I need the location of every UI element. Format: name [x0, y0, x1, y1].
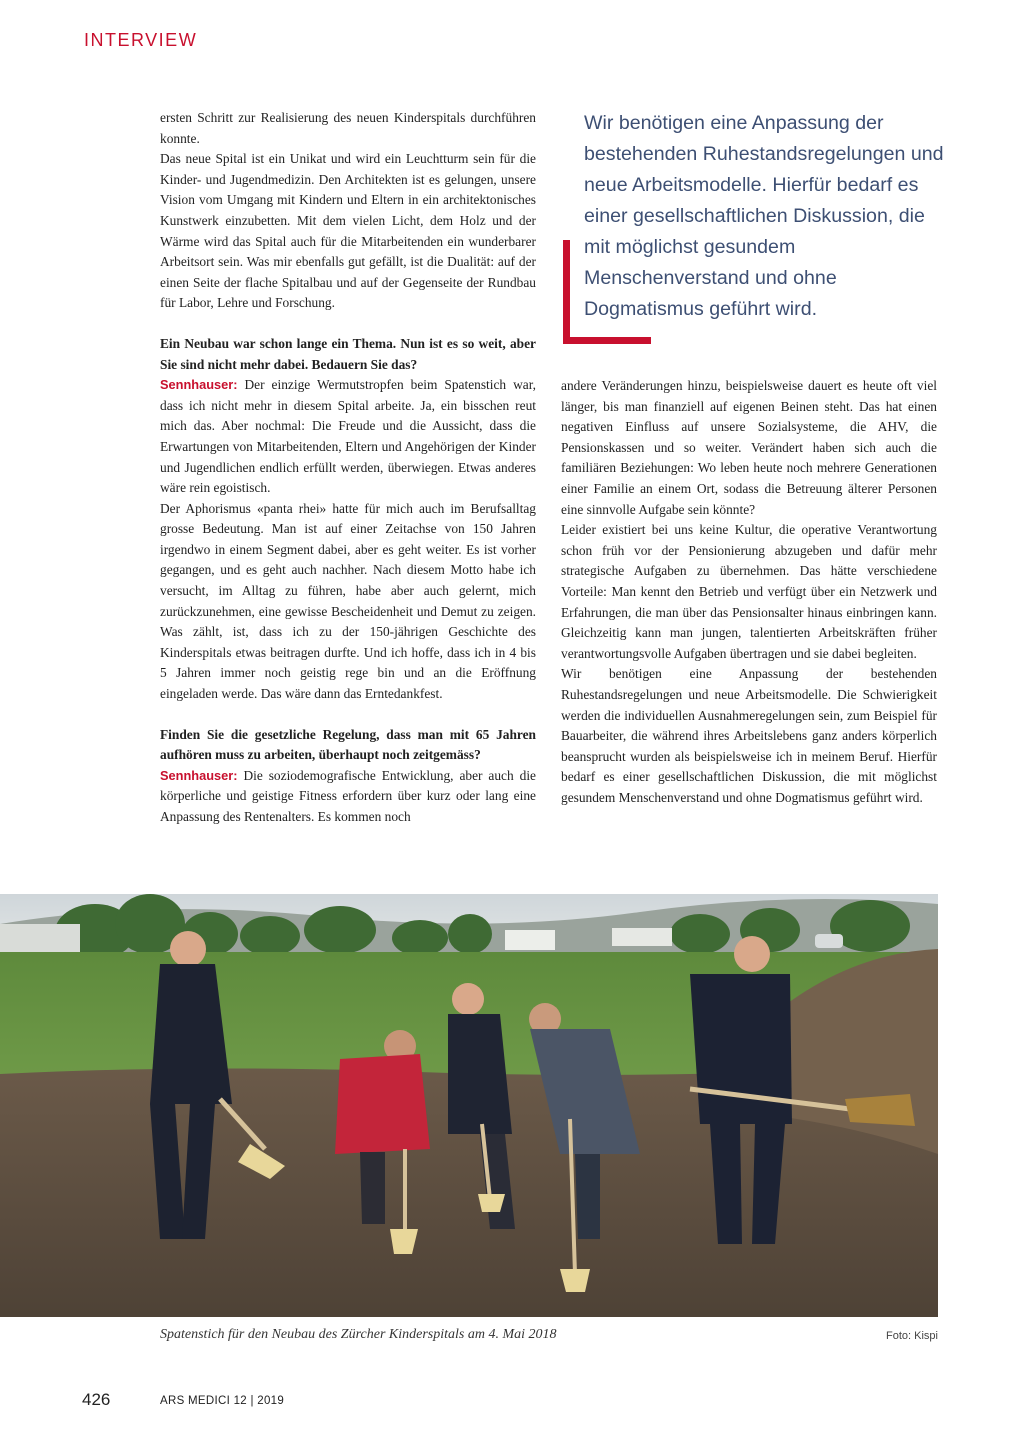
- pull-quote: Wir benötigen eine Anpassung der bestehenden Ruhestandsregelungen und neue Arbeitsmodelle. Hierfür bedarf es einer gesellschaftlichen Diskussion, die mit möglichst gesundem Menschenverstand und ohne Dogmatismus geführt wird.: [584, 112, 944, 320]
- paragraph: Leider existiert bei uns keine Kultur, die operative Verantwortung schon früh vor der Pensionierung abzugeben und dafür mehr strategische Aufgaben zu übernehmen. Das hätte verschiedene Vorteile: Man kennt den Betrieb und verfügt über ein Netzwerk und Erfahrungen, die man über das Pensionsalter hinaus einbringen kann. Gleichzeitig kann man jungen, talentierten Arbeitskräften früher verantwortungsvolle Aufgaben übertragen und sie dabei begleiten.: [561, 522, 937, 661]
- paragraph: Der Aphorismus «panta rhei» hatte für mich auch im Berufsalltag grosse Bedeutung. Man ist auf einer Zeitachse von 150 Jahren irgendwo in einem Segment dabei, aber es geht weiter. Es ist vorher gegangen, und es geht auch nachher. Nach diesem Motto habe ich versucht, im Alltag zu führen, habe aber auch gelernt, mich zurückzunehmen, eine gewisse Bescheidenheit und Demut zu zeigen. Was zählt, ist, dass ich zu der 150-jährigen Geschichte des Kinderspitals etwas beitragen durfte. Und ich hoffe, dass ich in 4 bis 5 Jahren immer noch geistig rege bin und an die Eröffnung eingeladen werde. Das wäre dann das Erntedankfest.: [160, 500, 536, 702]
- paragraph: andere Veränderungen hinzu, beispielsweise dauert es heute oft viel länger, bis man finanziell auf eigenen Beinen steht. Das hat einen negativen Einfluss auf unsere Sozialsysteme, die AHV, die Pensionskassen und so weiter. Verändert haben sich auch die familiären Beziehungen: Wo leben heute noch mehrere Generationen einer Familie an einem Ort, sodass die Betreuung älterer Personen eine sinnvolle Aufgabe sein könnte?: [561, 378, 937, 517]
- answer-text: Der einzige Wermutstropfen beim Spatenstich war, dass ich nicht mehr in diesem Spital arbeite. Ja, ein bisschen reut mich das. Aber nochmal: Die Freude und die Aussicht, dass die Erwartungen von Mitarbeitenden, Eltern und Angehörigen der Kinder und Jugendlichen endlich erfüllt werden, überwiegen. Etwas anderes wäre rein egoistisch.: [160, 377, 536, 496]
- journal-name: ARS MEDICI 12 | 2019: [160, 1395, 285, 1407]
- answer-text: Die soziodemografische Entwicklung, aber auch die körperliche und geistige Fitness erfordern über kurz oder lang eine Anpassung des Rentenalters. Es kommen noch: [160, 767, 536, 824]
- pull-quote-bracket-horizontal: [563, 337, 651, 344]
- left-column: [160, 108, 536, 828]
- section-label: INTERVIEW: [84, 30, 198, 50]
- groundbreaking-photo: [0, 894, 938, 1317]
- interview-question: Ein Neubau war schon lange ein Thema. Nun ist es so weit, aber Sie sind nicht mehr dabei. Bedauern Sie das?: [160, 335, 536, 372]
- interview-answer: [160, 375, 536, 499]
- paragraph: Das neue Spital ist ein Unikat und wird ein Leuchtturm sein für die Kinder- und Jugendmedizin. Den Architekten ist es gelungen, unsere Vision vom Umgang mit Kindern und Eltern in ein architektonisches Kunstwerk einzubetten. Mit dem vielen Licht, dem Holz und der Wärme wird das Spital auch für die Mitarbeitenden ein wunderbarer Arbeitsort sein. Was mir ebenfalls gut gefällt, ist die Dualität: auf der einen Seite der flache Spitalbau und auf der Gegenseite der Rundbau für Labor, Lehre und Forschung.: [160, 151, 536, 311]
- paragraph: Wir benötigen eine Anpassung der bestehenden Ruhestandsregelungen und neue Arbeitsmodelle. Die Schwierigkeit werden die individuellen Ausnahmeregelungen sein, zum Beispiel für Bauarbeiter, die während ihres Arbeitslebens ganz anders körperlich beansprucht wurden als beispielsweise ich in meinem Beruf. Hierfür bedarf es einer gesellschaftlichen Diskussion, die mit möglichst gesundem Menschenverstand und ohne Dogmatismus geführt wird.: [561, 666, 937, 805]
- interview-question: Finden Sie die gesetzliche Regelung, dass man mit 65 Jahren aufhören muss zu arbeiten, überhaupt noch zeitgemäss?: [160, 726, 536, 763]
- page-number: 426: [82, 1390, 111, 1409]
- paragraph: ersten Schritt zur Realisierung des neuen Kinderspitals durchführen konnte.: [160, 110, 536, 146]
- pull-quote-bracket-vertical: [563, 240, 570, 344]
- speaker-name: Sennhauser:: [160, 377, 238, 393]
- photo-illustration: [0, 894, 938, 1317]
- photo-caption: Spatenstich für den Neubau des Zürcher Kinderspitals am 4. Mai 2018: [160, 1327, 557, 1342]
- photo-credit: Foto: Kispi: [886, 1330, 938, 1342]
- speaker-name: Sennhauser:: [160, 767, 238, 783]
- interview-answer: [160, 766, 536, 828]
- right-column: [561, 376, 937, 808]
